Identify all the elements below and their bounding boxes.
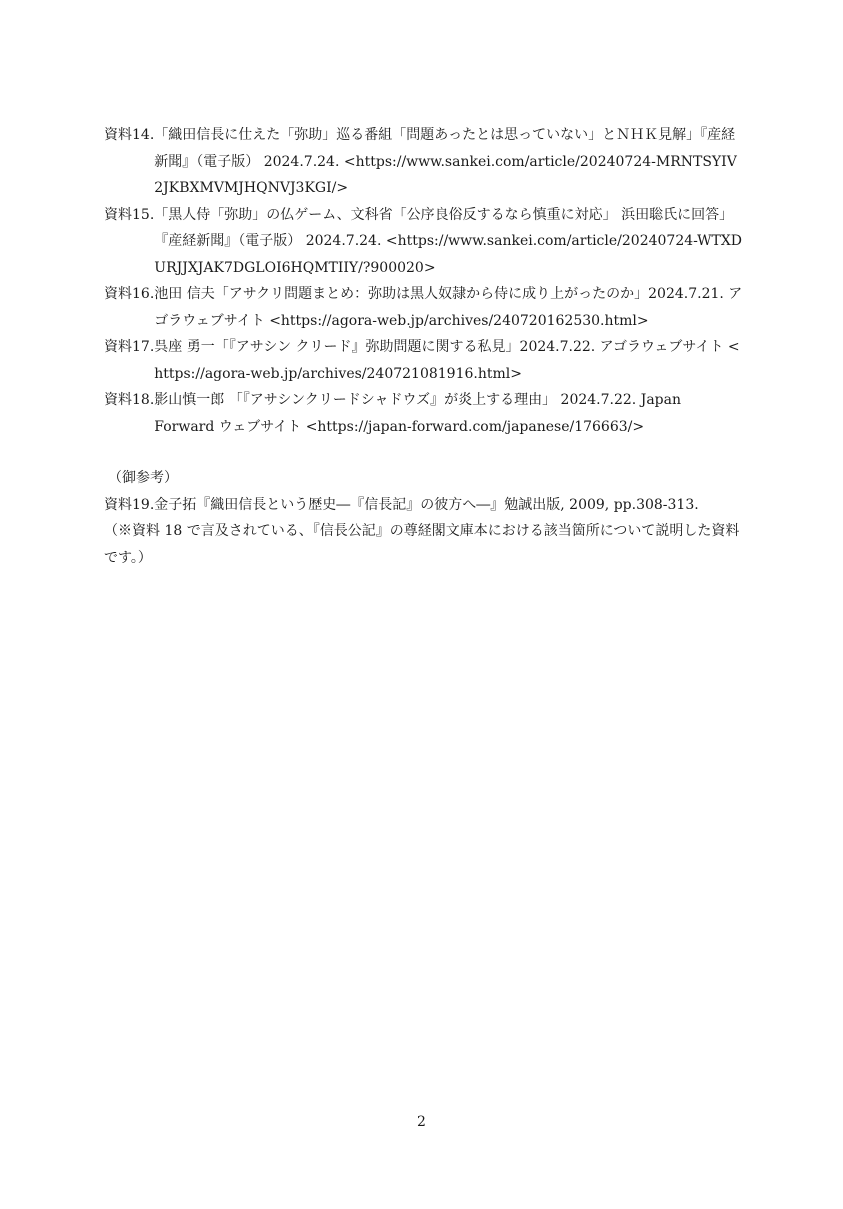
reference-label: 資料18. xyxy=(104,392,155,408)
reference-item xyxy=(104,122,744,202)
reference-text xyxy=(154,122,744,202)
reference-text xyxy=(154,281,744,334)
reference-label: 資料15. xyxy=(104,206,155,223)
reference-url: <https://japan-forward.com/japanese/176663/> xyxy=(305,418,645,435)
reference-item xyxy=(104,387,744,440)
reference-url: <https://www.sankei.com/article/20240724-MRNTSYIV2JKBXMVMJHQNVJ3KGI/> xyxy=(154,153,737,196)
reference-text xyxy=(154,334,744,387)
reference-item xyxy=(104,334,744,387)
reference-label: 資料14. xyxy=(104,127,155,143)
reference-label: 資料16. xyxy=(104,286,155,302)
reference-body: 「織田信長に仕えた「弥助」巡る番組「問題あったとは思っていない」とＮＨＫ見解」『産経新聞』（電子版） 2024.7.24. xyxy=(154,127,736,170)
reference-text xyxy=(154,202,744,282)
reference-url: <https://agora-web.jp/archives/240720162530.html> xyxy=(269,312,649,329)
reference-body: 影山慎一郎 「『アサシンクリードシャドウズ』が炎上する理由」 2024.7.22. Japan Forward ウェブサイト xyxy=(154,392,681,435)
reference-text: 金子拓『織田信長という歴史―『信長記』の彼方へ―』勉誠出版, 2009, pp.308-313. xyxy=(154,496,699,513)
reference-list xyxy=(104,122,744,571)
reference-body: 池田 信夫「アサクリ問題まとめ：弥助は黒人奴隷から侍に成り上がったのか」2024.7.21. アゴラウェブサイト xyxy=(154,286,743,329)
reference-item xyxy=(104,281,744,334)
supplement-heading: （御参考） xyxy=(108,470,178,486)
supplement-reference xyxy=(104,492,744,519)
reference-url: <https://www.sankei.com/article/20240724-WTXDURJJXJAK7DGLOI6HQMTIIY/?900020> xyxy=(154,233,743,276)
reference-item xyxy=(104,202,744,282)
supplement-note: （※資料 18 で言及されている、『信長公記』の尊経閣文庫本における該当箇所について説明した資料です。） xyxy=(104,523,740,566)
reference-url: <https://agora-web.jp/archives/240721081916.html> xyxy=(154,339,740,382)
reference-label: 資料19. xyxy=(104,496,155,513)
reference-body: 呉座 勇一「『アサシン クリード』弥助問題に関する私見」2024.7.22. アゴラウェブサイト xyxy=(154,339,728,355)
page-number: 2 xyxy=(417,1114,426,1130)
reference-label: 資料17. xyxy=(104,339,155,355)
reference-text xyxy=(154,387,744,440)
reference-body: 「黒人侍「弥助」の仏ゲーム、文科省「公序良俗反するなら慎重に対応」 浜田聡氏に回答」『産経新聞』（電子版） 2024.7.24. xyxy=(154,206,734,249)
